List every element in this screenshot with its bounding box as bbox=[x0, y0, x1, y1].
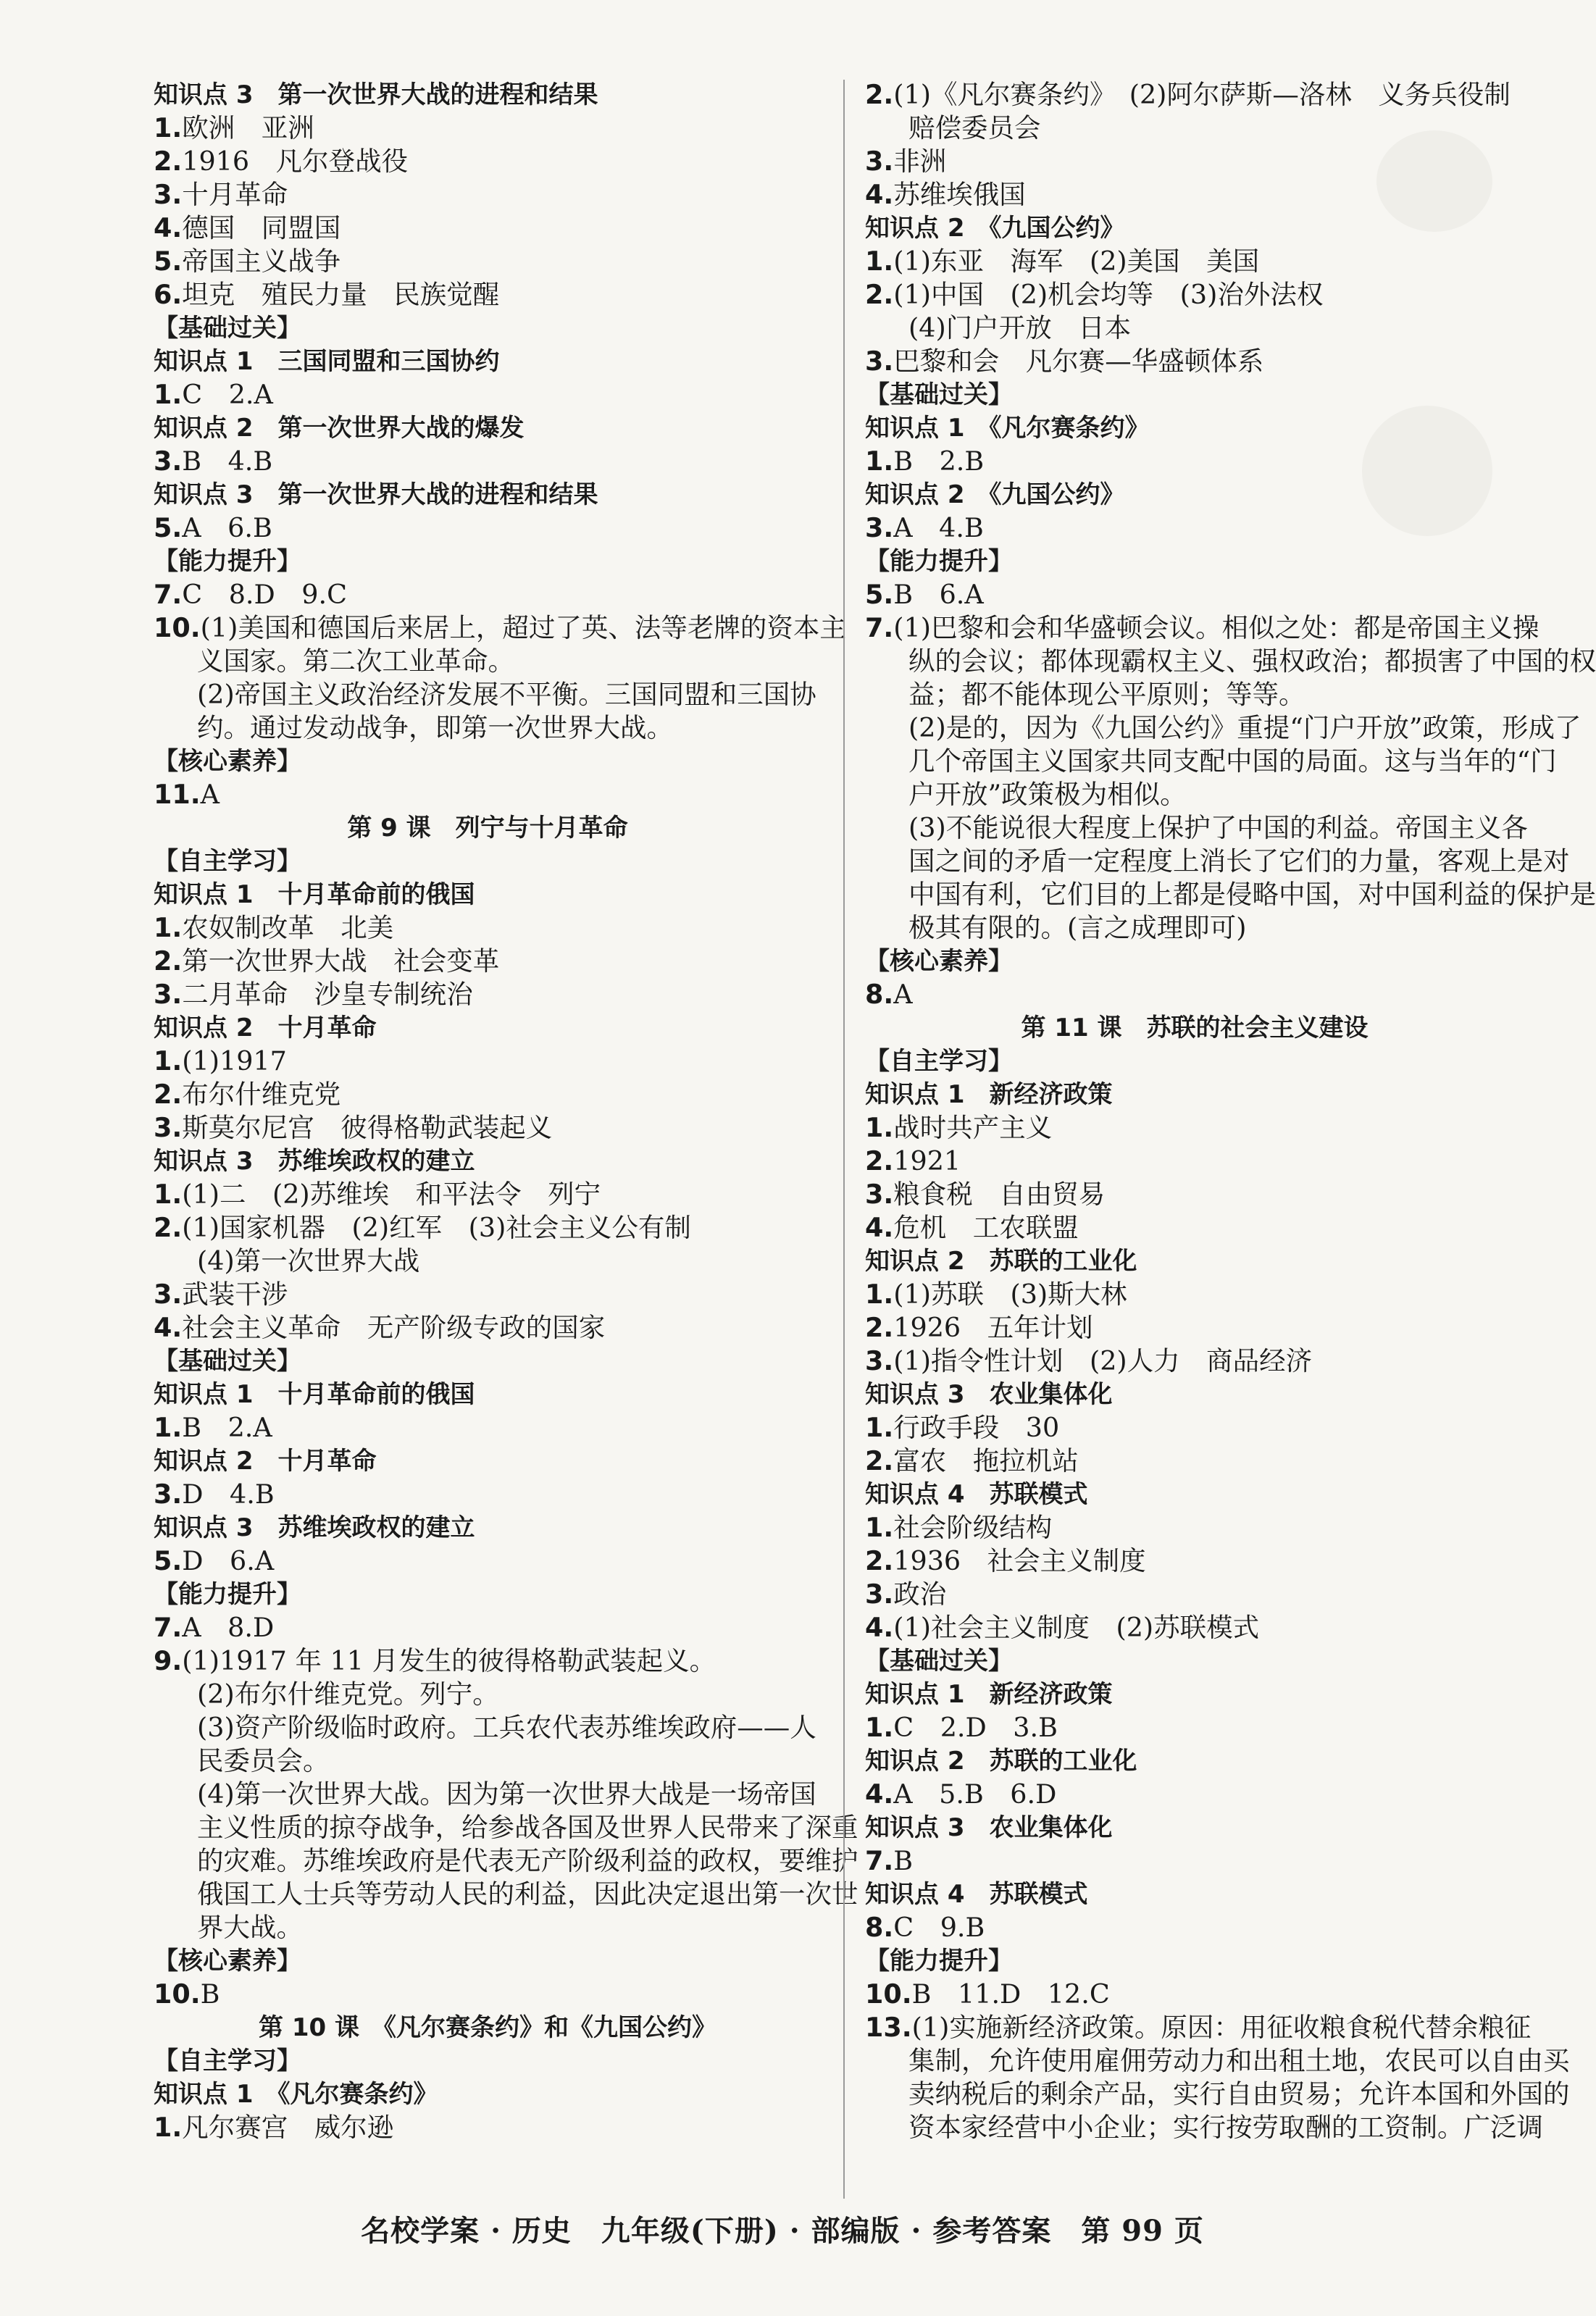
answer-line bbox=[865, 78, 1524, 112]
answer-continuation: 卖纳税后的剩余产品，实行自由贸易；允许本国和外国的 bbox=[908, 2078, 1570, 2110]
answer-line bbox=[154, 1478, 822, 1511]
answer-text: (1)实施新经济政策。原因：用征收粮食税代替余粮征 bbox=[911, 2012, 1532, 2043]
answer-number: 3. bbox=[865, 512, 894, 543]
answer-text: 非洲 bbox=[893, 146, 947, 177]
answer-continuation: 户开放”政策极为相似。 bbox=[908, 779, 1187, 810]
answer-number: 8. bbox=[865, 979, 894, 1010]
answer-text: D 6.A bbox=[182, 1545, 275, 1576]
answer-text: A 6.B bbox=[182, 512, 272, 543]
answer-number: 2. bbox=[865, 279, 894, 310]
knowledge-point-heading: 知识点 2 十月革命 bbox=[154, 1447, 377, 1476]
answer-line bbox=[154, 945, 822, 978]
answer-text: B 11.D 12.C bbox=[911, 1978, 1110, 2010]
answer-line bbox=[865, 1778, 1524, 1811]
lesson-title: 第 9 课 列宁与十月革命 bbox=[347, 814, 628, 843]
answer-continuation: 益；都不能体现公平原则；等等。 bbox=[908, 679, 1305, 710]
answer-line bbox=[154, 2111, 822, 2144]
answer-number: 1. bbox=[865, 1512, 894, 1543]
answer-text: 德国 同盟国 bbox=[182, 212, 341, 243]
answer-line bbox=[154, 511, 822, 545]
answer-text: (1)苏联 (3)斯大林 bbox=[893, 1279, 1127, 1310]
answer-text: (1)二 (2)苏维埃 和平法令 列宁 bbox=[182, 1179, 601, 1210]
answer-number: 11. bbox=[154, 779, 201, 810]
answer-line bbox=[154, 1611, 822, 1644]
answer-text: B bbox=[893, 1845, 914, 1876]
answer-number: 10. bbox=[154, 1978, 201, 2010]
answer-line bbox=[865, 1544, 1524, 1578]
knowledge-point-heading: 知识点 1 三国同盟和三国协约 bbox=[154, 347, 500, 376]
answer-line bbox=[154, 1644, 822, 1678]
answer-continuation: 俄国工人士兵等劳动人民的利益，因此决定退出第一次世 bbox=[197, 1878, 858, 1910]
knowledge-point-heading: 知识点 2 《九国公约》 bbox=[865, 214, 1125, 243]
answer-line bbox=[865, 511, 1524, 545]
answer-line bbox=[865, 1978, 1524, 2011]
answer-line bbox=[865, 1211, 1524, 1245]
answer-number: 6. bbox=[154, 279, 183, 310]
answer-text: 富农 拖拉机站 bbox=[893, 1445, 1079, 1476]
knowledge-point-heading: 知识点 1 《凡尔赛条约》 bbox=[154, 2080, 438, 2109]
answer-number: 1. bbox=[865, 1279, 894, 1310]
answer-line bbox=[865, 978, 1524, 1011]
answer-line bbox=[865, 611, 1539, 645]
answer-number: 3. bbox=[865, 146, 894, 177]
answer-text: 1936 社会主义制度 bbox=[893, 1545, 1146, 1576]
answer-number: 4. bbox=[865, 1778, 894, 1810]
answer-line bbox=[154, 445, 822, 478]
section-heading: 【基础过关】 bbox=[865, 380, 1013, 409]
answer-line bbox=[865, 345, 1524, 378]
knowledge-point-heading: 知识点 2 第一次世界大战的爆发 bbox=[154, 414, 525, 443]
answer-line bbox=[154, 578, 822, 611]
page-footer: 名校学案 · 历史 九年级(下册) · 部编版 · 参考答案 第 99 页 bbox=[361, 2214, 1204, 2248]
answer-number: 2. bbox=[154, 1212, 183, 1243]
answer-line bbox=[865, 1911, 1524, 1944]
answer-line bbox=[865, 445, 1524, 478]
answer-line bbox=[865, 145, 1524, 178]
answer-line bbox=[865, 1145, 1524, 1178]
answer-line bbox=[154, 112, 822, 145]
lesson-title: 第 11 课 苏联的社会主义建设 bbox=[1021, 1013, 1369, 1042]
knowledge-point-heading: 知识点 1 十月革命前的俄国 bbox=[154, 1380, 475, 1409]
answer-continuation: (3)资产阶级临时政府。工兵农代表苏维埃政府——人 bbox=[197, 1712, 816, 1743]
answer-number: 5. bbox=[154, 1545, 183, 1576]
answer-continuation: (2)是的，因为《九国公约》重提“门户开放”政策，形成了 bbox=[908, 712, 1582, 743]
answer-line bbox=[154, 1544, 822, 1578]
answer-line bbox=[865, 278, 1524, 312]
answer-text: A 5.B 6.D bbox=[893, 1778, 1057, 1810]
answer-line bbox=[865, 1578, 1524, 1611]
answer-continuation: 赔偿委员会 bbox=[908, 112, 1041, 143]
answer-continuation: 几个帝国主义国家共同支配中国的局面。这与当年的“门 bbox=[908, 745, 1557, 777]
answer-number: 1. bbox=[865, 446, 894, 477]
answer-number: 3. bbox=[154, 979, 183, 1010]
answer-number: 3. bbox=[865, 1179, 894, 1210]
answer-line bbox=[154, 245, 822, 278]
answer-continuation: 纵的会议；都体现霸权主义、强权政治；都损害了中国的权 bbox=[908, 645, 1596, 677]
answer-number: 4. bbox=[154, 212, 183, 243]
answer-number: 7. bbox=[865, 612, 894, 643]
answer-text: 1926 五年计划 bbox=[893, 1312, 1093, 1343]
answer-text: (1)国家机器 (2)红军 (3)社会主义公有制 bbox=[182, 1212, 691, 1243]
answer-text: B 2.B bbox=[893, 446, 985, 477]
answer-line bbox=[154, 178, 822, 212]
answer-continuation: 主义性质的掠夺战争，给参战各国及世界人民带来了深重 bbox=[197, 1812, 858, 1843]
answer-text: (1)美国和德国后来居上，超过了英、法等老牌的资本主 bbox=[200, 612, 846, 643]
knowledge-point-heading: 知识点 3 第一次世界大战的进程和结果 bbox=[154, 80, 598, 109]
answer-line bbox=[154, 778, 822, 811]
answer-text: 社会主义革命 无产阶级专政的国家 bbox=[182, 1312, 606, 1343]
answer-text: B 2.A bbox=[182, 1412, 272, 1443]
answer-number: 2. bbox=[154, 945, 183, 977]
answer-text: 二月革命 沙皇专制统治 bbox=[182, 979, 473, 1010]
section-heading: 【能力提升】 bbox=[865, 1947, 1013, 1976]
knowledge-point-heading: 知识点 3 苏维埃政权的建立 bbox=[154, 1147, 475, 1176]
answer-text: 第一次世界大战 社会变革 bbox=[182, 945, 500, 977]
answer-line bbox=[154, 212, 822, 245]
answer-line bbox=[154, 1211, 822, 1245]
answer-text: D 4.B bbox=[182, 1479, 275, 1510]
answer-number: 1. bbox=[865, 246, 894, 277]
answer-text: 布尔什维克党 bbox=[182, 1079, 341, 1110]
answer-text: 十月革命 bbox=[182, 179, 288, 210]
answer-continuation: 中国有利，它们目的上都是侵略中国，对中国利益的保护是 bbox=[908, 879, 1596, 910]
knowledge-point-heading: 知识点 3 第一次世界大战的进程和结果 bbox=[154, 480, 598, 509]
answer-number: 1. bbox=[154, 2112, 183, 2143]
answer-text: C 8.D 9.C bbox=[182, 579, 348, 610]
column-divider bbox=[843, 80, 845, 2199]
answer-text: 行政手段 30 bbox=[893, 1412, 1060, 1443]
answer-number: 3. bbox=[154, 1479, 183, 1510]
answer-number: 8. bbox=[865, 1912, 894, 1943]
knowledge-point-heading: 知识点 1 《凡尔赛条约》 bbox=[865, 414, 1150, 443]
knowledge-point-heading: 知识点 3 农业集体化 bbox=[865, 1380, 1113, 1409]
knowledge-point-heading: 知识点 2 十月革命 bbox=[154, 1013, 377, 1042]
answer-line bbox=[865, 2011, 1532, 2044]
answer-line bbox=[154, 1078, 822, 1111]
answer-number: 7. bbox=[154, 579, 183, 610]
section-heading: 【基础过关】 bbox=[154, 314, 301, 343]
answer-text: (1)指令性计划 (2)人力 商品经济 bbox=[893, 1345, 1313, 1376]
answer-number: 3. bbox=[865, 346, 894, 377]
answer-number: 1. bbox=[154, 1412, 183, 1443]
answer-number: 1. bbox=[154, 1045, 183, 1077]
knowledge-point-heading: 知识点 1 十月革命前的俄国 bbox=[154, 880, 475, 909]
answer-text: 1916 凡尔登战役 bbox=[182, 146, 409, 177]
answer-continuation: 的灾难。苏维埃政府是代表无产阶级利益的政权，要维护 bbox=[197, 1845, 858, 1876]
answer-line bbox=[865, 1111, 1524, 1145]
answer-text: A bbox=[200, 779, 220, 810]
answer-continuation: 资本家经营中小企业；实行按劳取酬的工资制。广泛调 bbox=[908, 2112, 1543, 2143]
answer-text: 危机 工农联盟 bbox=[893, 1212, 1079, 1243]
answer-number: 7. bbox=[154, 1612, 183, 1643]
answer-line bbox=[865, 1511, 1524, 1544]
section-heading: 【能力提升】 bbox=[154, 547, 301, 576]
answer-line bbox=[154, 1178, 822, 1211]
section-heading: 【基础过关】 bbox=[154, 1347, 301, 1376]
answer-text: (1)1917 年 11 月发生的彼得格勒武装起义。 bbox=[182, 1645, 716, 1676]
answer-text: 粮食税 自由贸易 bbox=[893, 1179, 1106, 1210]
answer-line bbox=[865, 245, 1524, 278]
answer-number: 1. bbox=[154, 1179, 183, 1210]
answer-number: 3. bbox=[154, 446, 183, 477]
left-column bbox=[154, 78, 858, 2144]
answer-line bbox=[865, 1345, 1524, 1378]
answer-line bbox=[865, 1445, 1524, 1478]
answer-number: 2. bbox=[865, 79, 894, 110]
answer-line bbox=[154, 1411, 822, 1445]
answer-line bbox=[865, 1844, 1524, 1878]
answer-number: 5. bbox=[865, 579, 894, 610]
answer-continuation: (4)第一次世界大战 bbox=[197, 1245, 420, 1276]
answer-number: 10. bbox=[865, 1978, 912, 2010]
knowledge-point-heading: 知识点 2 苏联的工业化 bbox=[865, 1247, 1137, 1276]
answer-continuation: (2)帝国主义政治经济发展不平衡。三国同盟和三国协 bbox=[197, 679, 816, 710]
answer-number: 3. bbox=[865, 1345, 894, 1376]
answer-line bbox=[865, 578, 1524, 611]
answer-line bbox=[154, 1278, 822, 1311]
answer-text: 帝国主义战争 bbox=[182, 246, 341, 277]
answer-text: (1)社会主义制度 (2)苏联模式 bbox=[893, 1612, 1260, 1643]
answer-line bbox=[865, 1178, 1524, 1211]
section-heading: 【自主学习】 bbox=[154, 2047, 301, 2075]
answer-number: 3. bbox=[865, 1579, 894, 1610]
answer-text: 斯莫尔尼宫 彼得格勒武装起义 bbox=[182, 1112, 553, 1143]
knowledge-point-heading: 知识点 3 农业集体化 bbox=[865, 1813, 1113, 1842]
answer-text: A 4.B bbox=[893, 512, 984, 543]
answer-text: C 2.A bbox=[182, 379, 273, 410]
section-heading: 【能力提升】 bbox=[865, 547, 1013, 576]
right-column bbox=[865, 78, 1596, 2144]
answer-number: 1. bbox=[154, 912, 183, 943]
section-heading: 【核心素养】 bbox=[865, 947, 1013, 976]
section-heading: 【自主学习】 bbox=[154, 847, 301, 876]
answer-text: A 8.D bbox=[182, 1612, 275, 1643]
answer-line bbox=[154, 378, 822, 411]
answer-number: 1. bbox=[865, 1712, 894, 1743]
answer-line bbox=[154, 1045, 822, 1078]
answer-text: A bbox=[893, 979, 913, 1010]
answer-number: 4. bbox=[865, 1212, 894, 1243]
answer-number: 2. bbox=[154, 146, 183, 177]
lesson-title: 第 10 课 《凡尔赛条约》和《九国公约》 bbox=[259, 2013, 716, 2042]
answer-text: B 6.A bbox=[893, 579, 984, 610]
answer-line bbox=[154, 278, 822, 312]
answer-number: 2. bbox=[865, 1545, 894, 1576]
answer-line bbox=[154, 978, 822, 1011]
answer-text: B bbox=[200, 1978, 220, 2010]
answer-text: (1)中国 (2)机会均等 (3)治外法权 bbox=[893, 279, 1324, 310]
answer-number: 2. bbox=[865, 1145, 894, 1176]
section-heading: 【基础过关】 bbox=[865, 1647, 1013, 1676]
answer-text: 武装干涉 bbox=[182, 1279, 288, 1310]
answer-text: 农奴制改革 北美 bbox=[182, 912, 394, 943]
answer-line bbox=[154, 1978, 822, 2011]
answer-number: 10. bbox=[154, 612, 201, 643]
answer-number: 2. bbox=[865, 1312, 894, 1343]
answer-continuation: 约。通过发动战争，即第一次世界大战。 bbox=[197, 712, 673, 743]
answer-text: 苏维埃俄国 bbox=[893, 179, 1026, 210]
answer-text: 1921 bbox=[893, 1145, 961, 1176]
answer-number: 4. bbox=[865, 179, 894, 210]
answer-number: 3. bbox=[154, 1279, 183, 1310]
answer-text: C 2.D 3.B bbox=[893, 1712, 1058, 1743]
answer-line bbox=[865, 1278, 1524, 1311]
section-heading: 【能力提升】 bbox=[154, 1580, 301, 1609]
answer-continuation: 义国家。第二次工业革命。 bbox=[197, 645, 514, 677]
section-heading: 【核心素养】 bbox=[154, 747, 301, 776]
answer-number: 13. bbox=[865, 2012, 912, 2043]
answer-text: (1)巴黎和会和华盛顿会议。相似之处：都是帝国主义操 bbox=[893, 612, 1539, 643]
knowledge-point-heading: 知识点 1 新经济政策 bbox=[865, 1080, 1113, 1109]
answer-number: 5. bbox=[154, 246, 183, 277]
answer-continuation: 民委员会。 bbox=[197, 1745, 330, 1776]
answer-continuation: (3)不能说很大程度上保护了中国的利益。帝国主义各 bbox=[908, 812, 1528, 843]
answer-line bbox=[154, 145, 822, 178]
knowledge-point-heading: 知识点 4 苏联模式 bbox=[865, 1480, 1088, 1509]
answer-text: C 9.B bbox=[893, 1912, 985, 1943]
section-heading: 【自主学习】 bbox=[865, 1047, 1013, 1076]
answer-text: 坦克 殖民力量 民族觉醒 bbox=[182, 279, 500, 310]
answer-number: 5. bbox=[154, 512, 183, 543]
answer-number: 4. bbox=[154, 1312, 183, 1343]
answer-line bbox=[154, 1111, 822, 1145]
answer-number: 9. bbox=[154, 1645, 183, 1676]
answer-text: (1)《凡尔赛条约》 (2)阿尔萨斯—洛林 义务兵役制 bbox=[893, 79, 1511, 110]
answer-line bbox=[865, 1411, 1524, 1445]
answer-text: (1)东亚 海军 (2)美国 美国 bbox=[893, 246, 1260, 277]
answer-text: B 4.B bbox=[182, 446, 273, 477]
section-heading: 【核心素养】 bbox=[154, 1947, 301, 1976]
answer-line bbox=[154, 611, 846, 645]
answer-line bbox=[865, 1611, 1524, 1644]
knowledge-point-heading: 知识点 2 苏联的工业化 bbox=[865, 1747, 1137, 1776]
answer-number: 2. bbox=[865, 1445, 894, 1476]
answer-number: 1. bbox=[154, 379, 183, 410]
knowledge-point-heading: 知识点 1 新经济政策 bbox=[865, 1680, 1113, 1709]
answer-line bbox=[154, 911, 822, 945]
answer-line bbox=[865, 178, 1524, 212]
answer-continuation: 国之间的矛盾一定程度上消长了它们的力量，客观上是对 bbox=[908, 845, 1570, 877]
answer-number: 2. bbox=[154, 1079, 183, 1110]
answer-text: 欧洲 亚洲 bbox=[182, 112, 314, 143]
answer-number: 7. bbox=[865, 1845, 894, 1876]
answer-line bbox=[154, 1311, 822, 1345]
answer-number: 3. bbox=[154, 179, 183, 210]
answer-continuation: (4)门户开放 日本 bbox=[908, 312, 1132, 343]
knowledge-point-heading: 知识点 2 《九国公约》 bbox=[865, 480, 1125, 509]
knowledge-point-heading: 知识点 4 苏联模式 bbox=[865, 1880, 1088, 1909]
answer-number: 1. bbox=[154, 112, 183, 143]
answer-number: 1. bbox=[865, 1412, 894, 1443]
answer-number: 1. bbox=[865, 1112, 894, 1143]
answer-continuation: (4)第一次世界大战。因为第一次世界大战是一场帝国 bbox=[197, 1778, 816, 1810]
answer-text: 凡尔赛宫 威尔逊 bbox=[182, 2112, 394, 2143]
answer-text: 政治 bbox=[893, 1579, 947, 1610]
answer-text: 社会阶级结构 bbox=[893, 1512, 1053, 1543]
answer-number: 3. bbox=[154, 1112, 183, 1143]
answer-number: 4. bbox=[865, 1612, 894, 1643]
answer-text: 巴黎和会 凡尔赛—华盛顿体系 bbox=[893, 346, 1264, 377]
answer-continuation: 界大战。 bbox=[197, 1912, 303, 1943]
answer-line bbox=[865, 1711, 1524, 1744]
answer-text: (1)1917 bbox=[182, 1045, 287, 1077]
answer-line bbox=[865, 1311, 1524, 1345]
answer-continuation: 集制，允许使用雇佣劳动力和出租土地，农民可以自由买 bbox=[908, 2045, 1570, 2076]
answer-continuation: 极其有限的。(言之成理即可) bbox=[908, 912, 1247, 943]
answer-text: 战时共产主义 bbox=[893, 1112, 1053, 1143]
knowledge-point-heading: 知识点 3 苏维埃政权的建立 bbox=[154, 1513, 475, 1542]
answer-continuation: (2)布尔什维克党。列宁。 bbox=[197, 1679, 499, 1710]
